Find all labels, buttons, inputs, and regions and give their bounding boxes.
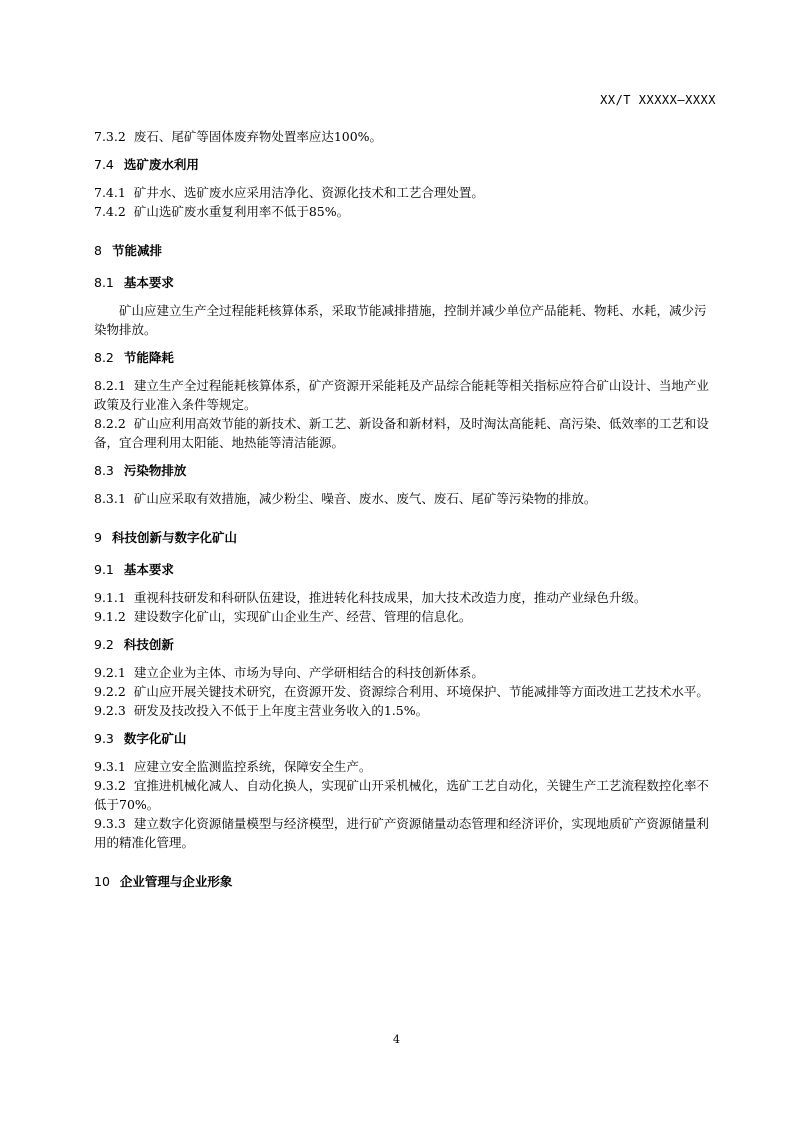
chapter-heading-9 [94,528,718,547]
section-number: 8.3 [94,463,114,478]
clause-9-1-1 [94,588,718,607]
clause-text: 建立生产全过程能耗核算体系，矿产资源开采能耗及产品综合能耗等相关指标应符合矿山设计、当地产业政策及行业准入条件等规定。 [94,378,709,412]
section-number: 9.1 [94,562,114,577]
section-number: 7.4 [94,157,114,172]
section-heading-7-4 [94,155,718,174]
clause-text: 矿井水、选矿废水应采用洁净化、资源化技术和工艺合理处置。 [133,185,484,200]
section-title: 选矿废水利用 [123,157,199,172]
chapter-number: 8 [94,243,102,258]
clause-number: 9.3.3 [94,816,126,831]
clause-7-3-2 [94,127,718,146]
clause-8-3-1 [94,489,718,508]
section-title: 基本要求 [123,275,174,290]
chapter-number: 10 [94,874,110,889]
clause-number: 8.2.1 [94,378,126,393]
section-title: 数字化矿山 [123,731,187,746]
clause-number: 9.3.2 [94,778,126,793]
section-heading-9-3 [94,729,718,748]
section-title: 科技创新 [123,637,174,652]
section-number: 8.2 [94,350,114,365]
clause-text: 矿山应开展关键技术研究，在资源开发、资源综合利用、环境保护、节能减排等方面改进工艺技术水平。 [133,684,709,699]
chapter-title: 科技创新与数字化矿山 [111,530,237,545]
clause-number: 7.3.2 [94,129,126,144]
clause-number: 9.1.1 [94,590,126,605]
chapter-title: 节能减排 [111,243,162,258]
section-title: 节能降耗 [123,350,174,365]
clause-9-2-3 [94,701,718,720]
section-title: 基本要求 [123,562,174,577]
section-number: 9.2 [94,637,114,652]
page-number: 4 [393,1033,400,1046]
clause-8-2-2 [94,414,718,452]
clause-9-2-2 [94,682,718,701]
clause-number: 8.3.1 [94,491,126,506]
clause-number: 8.2.2 [94,416,126,431]
clause-9-1-2 [94,607,718,626]
chapter-title: 企业管理与企业形象 [119,874,233,889]
clause-text: 建立数字化资源储量模型与经济模型，进行矿产资源储量动态管理和经济评价，实现地质矿产资源储量利用的精准化管理。 [94,816,709,850]
clause-text: 建设数字化矿山，实现矿山企业生产、经营、管理的信息化。 [133,609,472,624]
section-heading-9-1 [94,560,718,579]
clause-number: 7.4.1 [94,185,126,200]
clause-text: 废石、尾矿等固体废弃物处置率应达100%。 [133,129,383,144]
clause-text: 矿山应利用高效节能的新技术、新工艺、新设备和新材料，及时淘汰高能耗、高污染、低效率的工艺和设备，宜合理利用太阳能、地热能等清洁能源。 [94,416,709,450]
clause-text: 矿山应采取有效措施，减少粉尘、噪音、废水、废气、废石、尾矿等污染物的排放。 [133,491,597,506]
section-heading-9-2 [94,635,718,654]
clause-9-3-1 [94,757,718,776]
clause-7-4-2 [94,202,718,221]
clause-text: 应建立安全监测监控系统，保障安全生产。 [133,759,372,774]
clause-text: 矿山选矿废水重复利用率不低于85%。 [133,204,350,219]
clause-number: 7.4.2 [94,204,126,219]
clause-text: 重视科技研发和科研队伍建设，推进转化科技成果，加大技术改造力度，推动产业绿色升级。 [133,590,647,605]
section-number: 9.3 [94,731,114,746]
clause-number: 9.3.1 [94,759,126,774]
clause-text: 研发及技改投入不低于上年度主营业务收入的1.5%。 [133,703,429,718]
clause-number: 9.2.1 [94,665,126,680]
clause-number: 9.2.3 [94,703,126,718]
chapter-number: 9 [94,530,102,545]
clause-number: 9.2.2 [94,684,126,699]
clause-9-2-1 [94,663,718,682]
document-code-header: XX/T XXXXX—XXXX [600,93,716,107]
section-heading-8-2 [94,348,718,367]
chapter-heading-10 [94,872,718,891]
section-number: 8.1 [94,275,114,290]
clause-text: 宜推进机械化减人、自动化换人，实现矿山开采机械化，选矿工艺自动化，关键生产工艺流程数控化率不低于70%。 [94,778,709,812]
clause-8-2-1 [94,376,718,414]
clause-9-3-3 [94,814,718,852]
document-body [94,127,718,891]
clause-number: 9.1.2 [94,609,126,624]
paragraph-8-1: 矿山应建立生产全过程能耗核算体系，采取节能减排措施，控制并减少单位产品能耗、物耗、水耗，减少污染物排放。 [94,303,707,337]
clause-7-4-1 [94,183,718,202]
chapter-heading-8 [94,241,718,260]
clause-text: 建立企业为主体、市场为导向、产学研相结合的科技创新体系。 [133,665,484,680]
section-title: 污染物排放 [123,463,187,478]
section-heading-8-3 [94,461,718,480]
clause-9-3-2 [94,776,718,814]
section-heading-8-1 [94,273,718,292]
